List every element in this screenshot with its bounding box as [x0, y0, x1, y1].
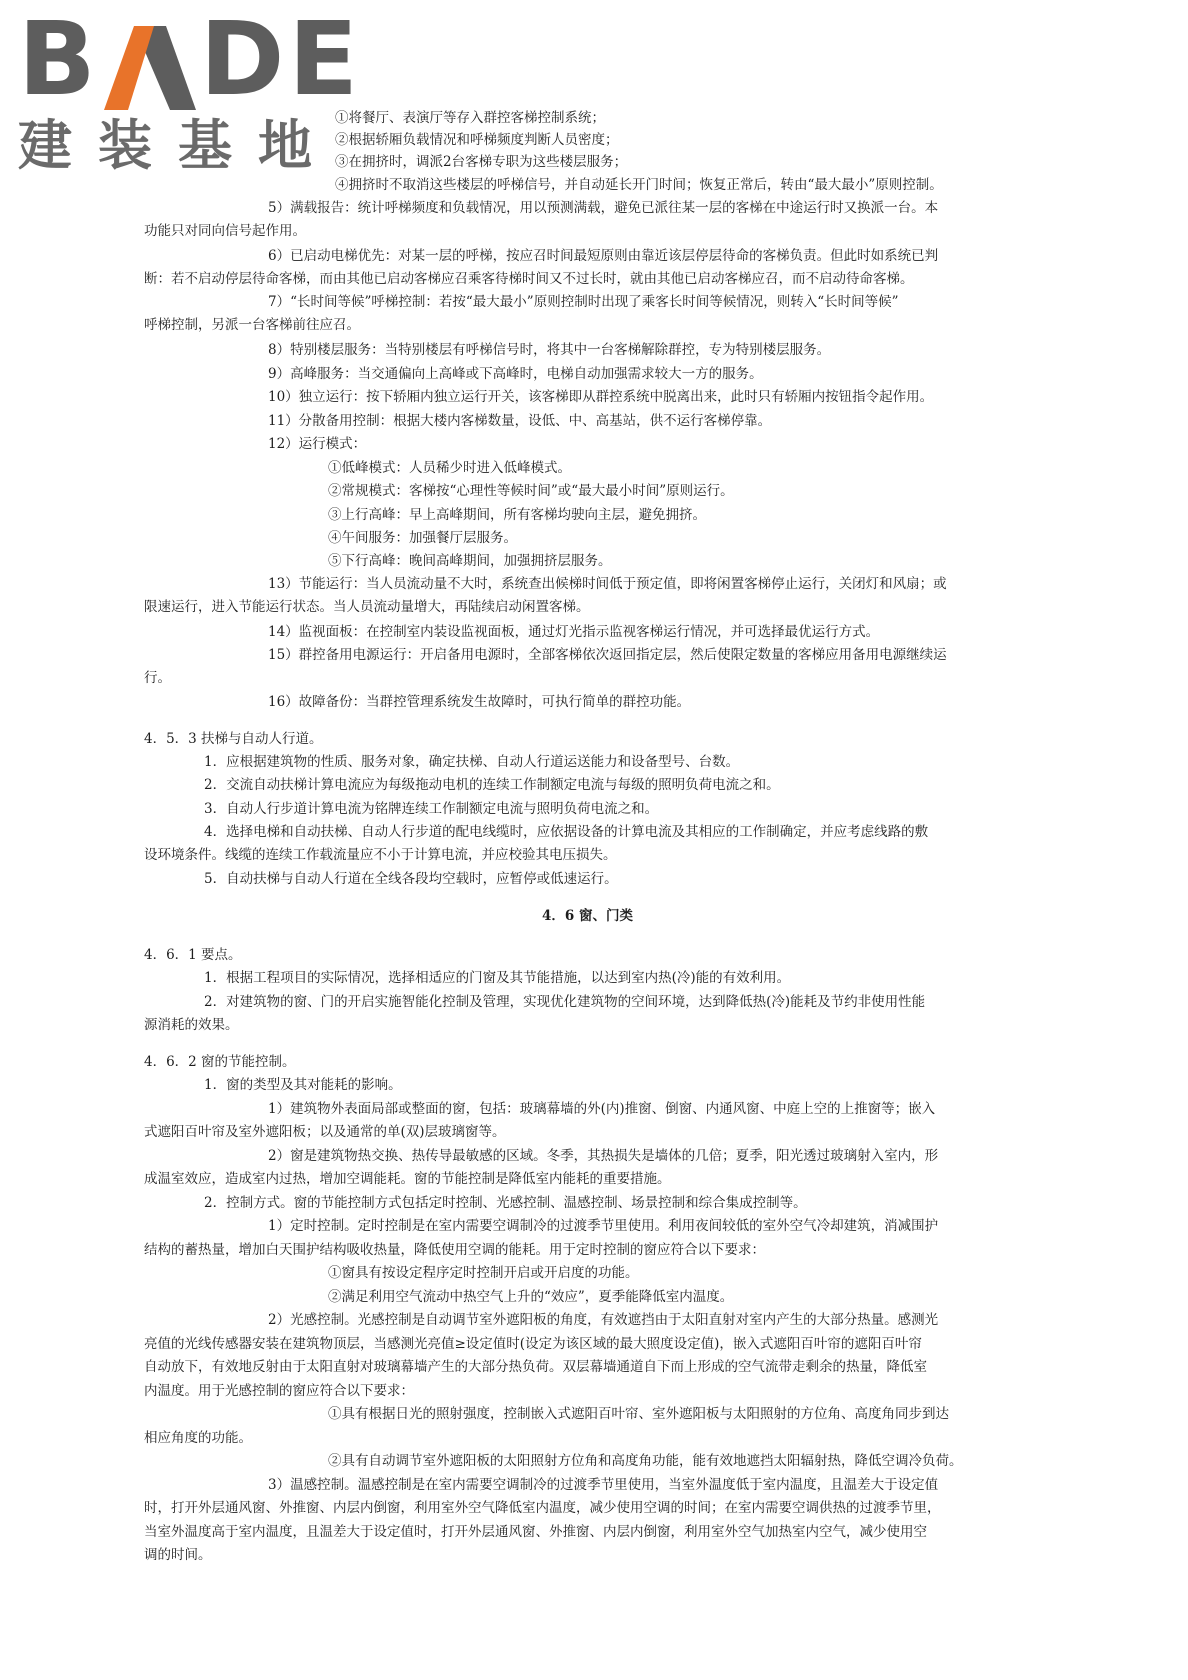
- text-line: ①将餐厅、表演厅等存入群控客梯控制系统；: [335, 110, 605, 126]
- text-line: ②根据轿厢负载情况和呼梯频度判断人员密度；: [335, 132, 619, 148]
- text-line: 3．自动人行步道计算电流为铭牌连续工作制额定电流与照明负荷电流之和。: [204, 801, 659, 817]
- text-line: 成温室效应，造成室内过热，增加空调能耗。窗的节能控制是降低室内能耗的重要措施。: [144, 1171, 671, 1187]
- text-line: 15）群控备用电源运行：开启备用电源时，全部客梯依次返回指定层，然后使限定数量的客梯应用备用电源继续运: [268, 647, 947, 663]
- text-line: ①低峰模式：人员稀少时进入低峰模式。: [328, 460, 571, 476]
- text-line: 呼梯控制，另派一台客梯前往应召。: [144, 317, 360, 333]
- text-line: 13）节能运行：当人员流动量不大时，系统查出候梯时间低于预定值，即将闲置客梯停止运行，关闭灯和风扇；或: [268, 576, 947, 592]
- text-line: 11）分散备用控制：根据大楼内客梯数量，设低、中、高基站，供不运行客梯停靠。: [268, 413, 772, 429]
- text-line: 相应角度的功能。: [144, 1430, 252, 1446]
- text-line: 式遮阳百叶帘及室外遮阳板；以及通常的单(双)层玻璃窗等。: [144, 1124, 506, 1140]
- text-line: 10）独立运行：按下轿厢内独立运行开关，该客梯即从群控系统中脱离出来，此时只有轿厢内按钮指令起作用。: [268, 389, 934, 405]
- text-line: 2）光感控制。光感控制是自动调节室外遮阳板的角度，有效遮挡由于太阳直射对室内产生的大部分热量。感测光: [268, 1312, 939, 1328]
- text-line: ④午间服务：加强餐厅层服务。: [328, 530, 517, 546]
- text-line: 1．根据工程项目的实际情况，选择相适应的门窗及其节能措施，以达到室内热(冷)能的有效利用。: [204, 970, 791, 986]
- text-line: 结构的蓄热量，增加白天围护结构吸收热量，降低使用空调的能耗。用于定时控制的窗应符合以下要求：: [144, 1242, 765, 1258]
- text-line: 内温度。用于光感控制的窗应符合以下要求：: [144, 1383, 414, 1399]
- text-line: 2）窗是建筑物热交换、热传导最敏感的区域。冬季，其热损失是墙体的几倍；夏季，阳光透过玻璃射入室内，形: [268, 1148, 939, 1164]
- text-line: 调的时间。: [144, 1547, 212, 1563]
- text-line: 7）“长时间等候”呼梯控制：若按“最大最小”原则控制时出现了乘客长时间等候情况，则转入“长时间等候”: [268, 294, 899, 310]
- text-line: 14）监视面板：在控制室内装设监视面板，通过灯光指示监视客梯运行情况，并可选择最优运行方式。: [268, 624, 880, 640]
- text-line: 1）建筑物外表面局部或整面的窗，包括：玻璃幕墙的外(内)推窗、倒窗、内通风窗、中庭上空的上推窗等；嵌入: [268, 1101, 936, 1117]
- text-line: 自动放下，有效地反射由于太阳直射对玻璃幕墙产生的大部分热负荷。双层幕墙通道自下而上形成的空气流带走剩余的热量，降低室: [144, 1359, 927, 1375]
- logo-wordmark: [18, 0, 363, 119]
- text-line: ③在拥挤时，调派2台客梯专职为这些楼层服务；: [335, 154, 628, 170]
- logo-letter-a-icon: [104, 26, 196, 110]
- bade-logo: [18, 0, 363, 178]
- text-line: 时，打开外层通风窗、外推窗、内层内倒窗，利用室外空气降低室内温度，减少使用空调的时间；在室内需要空调供热的过渡季节里，: [144, 1500, 941, 1516]
- section-heading: 4．5．3 扶梯与自动人行道。: [144, 731, 323, 747]
- text-line: ⑤下行高峰：晚间高峰期间，加强拥挤层服务。: [328, 553, 612, 569]
- text-line: 12）运行模式：: [268, 436, 367, 452]
- text-line: 1．窗的类型及其对能耗的影响。: [204, 1077, 402, 1093]
- text-line: 2．交流自动扶梯计算电流应为每级拖动电机的连续工作制额定电流与每级的照明负荷电流之和。: [204, 777, 780, 793]
- text-line: 行。: [144, 670, 171, 686]
- text-line: ①窗具有按设定程序定时控制开启或开启度的功能。: [328, 1265, 639, 1281]
- text-line: 亮值的光线传感器安装在建筑物顶层，当感测光亮值≥设定值时(设定为该区域的最大照度设定值)，嵌入式遮阳百叶帘的遮阳百叶帘: [144, 1336, 922, 1352]
- text-line: ①具有根据日光的照射强度，控制嵌入式遮阳百叶帘、室外遮阳板与太阳照射的方位角、高度角同步到达: [328, 1406, 949, 1422]
- text-line: 6）已启动电梯优先：对某一层的呼梯，按应召时间最短原则由靠近该层停层待命的客梯负责。但此时如系统已判: [268, 248, 939, 264]
- logo-letters-de: DE: [199, 0, 363, 119]
- text-line: 8）特别楼层服务：当特别楼层有呼梯信号时，将其中一台客梯解除群控，专为特别楼层服务。: [268, 342, 831, 358]
- text-line: 2．控制方式。窗的节能控制方式包括定时控制、光感控制、温感控制、场景控制和综合集成控制等。: [204, 1195, 807, 1211]
- text-line: ④拥挤时不取消这些楼层的呼梯信号，并自动延长开门时间；恢复正常后，转由“最大最小”原则控制。: [335, 177, 943, 193]
- chapter-heading: 4．6 窗、门类: [542, 908, 633, 924]
- logo-chinese: 建装基地: [18, 114, 338, 177]
- text-line: 2．对建筑物的窗、门的开启实施智能化控制及管理，实现优化建筑物的空间环境，达到降低热(冷)能耗及节约非使用性能: [204, 994, 926, 1010]
- text-line: 9）高峰服务：当交通偏向上高峰或下高峰时，电梯自动加强需求较大一方的服务。: [268, 366, 763, 382]
- text-line: ②具有自动调节室外遮阳板的太阳照射方位角和高度角功能，能有效地遮挡太阳辐射热，降低空调冷负荷。: [328, 1453, 963, 1469]
- section-heading: 4．6．2 窗的节能控制。: [144, 1054, 296, 1070]
- text-line: 源消耗的效果。: [144, 1017, 239, 1033]
- text-line: 3）温感控制。温感控制是在室内需要空调制冷的过渡季节里使用，当室外温度低于室内温度，且温差大于设定值: [268, 1477, 939, 1493]
- text-line: 限速运行，进入节能运行状态。当人员流动量增大，再陆续启动闲置客梯。: [144, 599, 590, 615]
- text-line: 当室外温度高于室内温度，且温差大于设定值时，打开外层通风窗、外推窗、内层内倒窗，利用室外空气加热室内空气，减少使用空: [144, 1524, 927, 1540]
- text-line: 5．自动扶梯与自动人行道在全线各段均空载时，应暂停或低速运行。: [204, 871, 618, 887]
- text-line: ③上行高峰：早上高峰期间，所有客梯均驶向主层，避免拥挤。: [328, 507, 706, 523]
- text-line: ②常规模式：客梯按“心理性等候时间”或“最大最小时间”原则运行。: [328, 483, 734, 499]
- text-line: 4．选择电梯和自动扶梯、自动人行步道的配电线缆时，应依据设备的计算电流及其相应的工作制确定，并应考虑线路的敷: [204, 824, 929, 840]
- text-line: 断：若不启动停层待命客梯，而由其他已启动客梯应召乘客待梯时间又不过长时，就由其他已启动客梯应召，而不启动待命客梯。: [144, 271, 914, 287]
- text-line: ②满足利用空气流动中热空气上升的“效应”，夏季能降低室内温度。: [328, 1289, 734, 1305]
- text-line: 5）满载报告：统计呼梯频度和负载情况，用以预测满载，避免已派往某一层的客梯在中途运行时又换派一台。本: [268, 200, 939, 216]
- text-line: 16）故障备份：当群控管理系统发生故障时，可执行简单的群控功能。: [268, 694, 691, 710]
- section-heading: 4．6．1 要点。: [144, 947, 242, 963]
- logo-letter-b: B: [18, 0, 100, 119]
- text-line: 1．应根据建筑物的性质、服务对象，确定扶梯、自动人行道运送能力和设备型号、台数。: [204, 754, 740, 770]
- text-line: 功能只对同向信号起作用。: [144, 223, 306, 239]
- text-line: 1）定时控制。定时控制是在室内需要空调制冷的过渡季节里使用。利用夜间较低的室外空气冷却建筑，消减围护: [268, 1218, 939, 1234]
- text-line: 设环境条件。线缆的连续工作载流量应不小于计算电流，并应校验其电压损失。: [144, 847, 617, 863]
